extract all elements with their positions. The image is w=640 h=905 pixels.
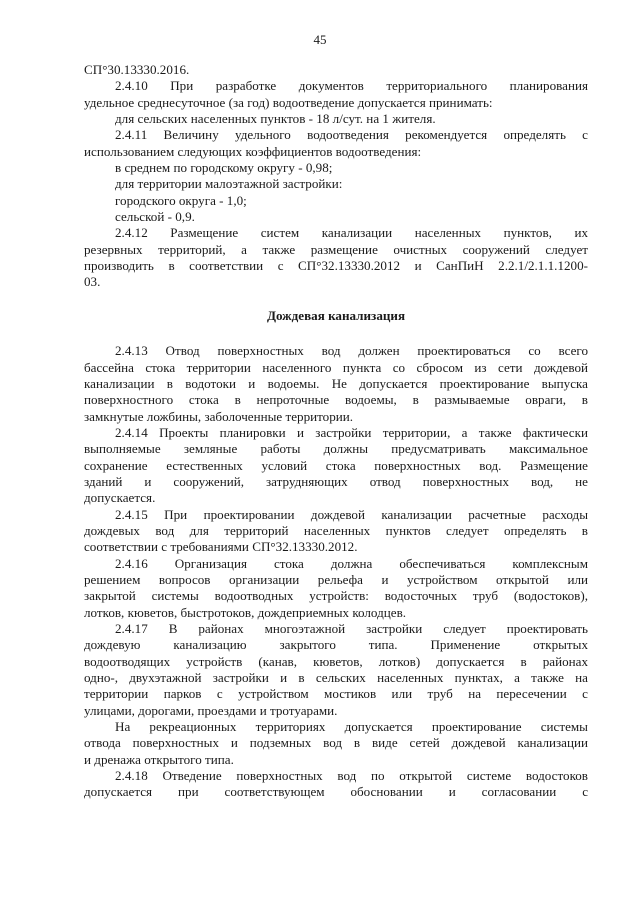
text-line: 2.4.16 Организация стока должна обеспечиваться комплексным [115,555,588,571]
text-line: лотков, кюветов, быстротоков, дождеприемных колодцев. [84,604,407,620]
text-line: дождевых вод для территорий населенных пунктов следует определять в [84,522,588,538]
text-line: 03. [84,274,101,290]
text-line: резервных территорий, а также размещение очистных сооружений следует [84,241,588,257]
text-line: 2.4.13 Отвод поверхностных вод должен проектироваться со всего [115,343,588,359]
text-line: сельской - 0,9. [115,209,195,225]
text-line: улицами, дорогами, проездами и тротуарами. [84,702,338,718]
text-line: канализации в водотоки и водоемы. Не допускается проектирование выпуска [84,375,588,391]
text-line: поверхностного стока в непроточные водоемы, в размываемые овраги, в [84,392,588,408]
section-text-after [84,343,588,801]
text-line: и дренажа открытого типа. [84,751,234,767]
text-line: 2.4.17 В районах многоэтажной застройки следует проектировать [115,621,588,636]
text-line: дождевую канализацию закрытого типа. Применение открытых [84,637,588,653]
text-line: в среднем по городскому округу - 0,98; [115,160,333,176]
text-line: решением вопросов организации рельефа и устройством открытой или [84,571,588,587]
text-line: зданий и сооружений, затрудняющих отвод поверхностных вод, не [84,473,588,489]
text-line: 2.4.18 Отведение поверхностных вод по открытой системе водостоков [115,768,588,784]
section-text-before [84,62,588,291]
text-line: 2.4.12 Размещение систем канализации населенных пунктов, их [115,225,588,241]
text-line: производить в соответствии с СП°32.13330.2012 и СанПиН 2.2.1/2.1.1.1200- [84,258,588,274]
page-number: 45 [313,32,327,47]
text-line: 2.4.11 Величину удельного водоотведения рекомендуется определять с [115,127,588,143]
text-line: 2.4.10 При разработке документов территориального планирования [115,78,588,94]
text-line: На рекреационных территориях допускается проектирование системы [115,719,588,735]
document-body [84,62,588,801]
section-heading: Дождевая канализация [266,307,406,323]
text-line: 2.4.15 При проектировании дождевой канализации расчетные расходы [115,506,588,522]
text-line: закрытой системы водоотводных устройств: водосточных труб (водостоков), [84,588,588,604]
text-line: отвода поверхностных и подземных вод в виде сетей дождевой канализации [84,735,588,751]
text-line: территории парков с устройством мостиков или труб на пересечении с [84,686,588,702]
text-line: допускается при соответствующем обосновании и согласовании с [84,784,588,800]
text-line: допускается. [84,490,156,506]
text-line: сохранение естественных условий стока поверхностных вод. Размещение [84,457,588,473]
text-line: соответствии с требованиями СП°32.13330.2012. [84,539,358,555]
text-line: удельное среднесуточное (за год) водоотведение допускается принимать: [84,94,493,110]
text-line: выполняемые земляные работы должны предусматривать максимальное [84,441,588,457]
text-line: замкнутые ложбины, заболоченные территории. [84,408,354,424]
text-line: 2.4.14 Проекты планировки и застройки территории, а также фактически [115,424,588,440]
text-line: бассейна стока территории населенного пункта со сбросом из сети дождевой [84,359,588,375]
text-line: СП°30.13330.2016. [84,62,190,77]
text-line: водоотводящих устройств (канав, кюветов, лотков) допускается в районах [84,653,588,669]
text-line: для территории малоэтажной застройки: [115,176,343,192]
text-line: одно-, двухэтажной застройки и в сельских населенных пунктах, а также на [84,670,588,686]
text-line: городского округа - 1,0; [115,192,247,208]
text-line: для сельских населенных пунктов - 18 л/сут. на 1 жителя. [115,111,436,127]
text-line: использованием следующих коэффициентов водоотведения: [84,143,422,159]
